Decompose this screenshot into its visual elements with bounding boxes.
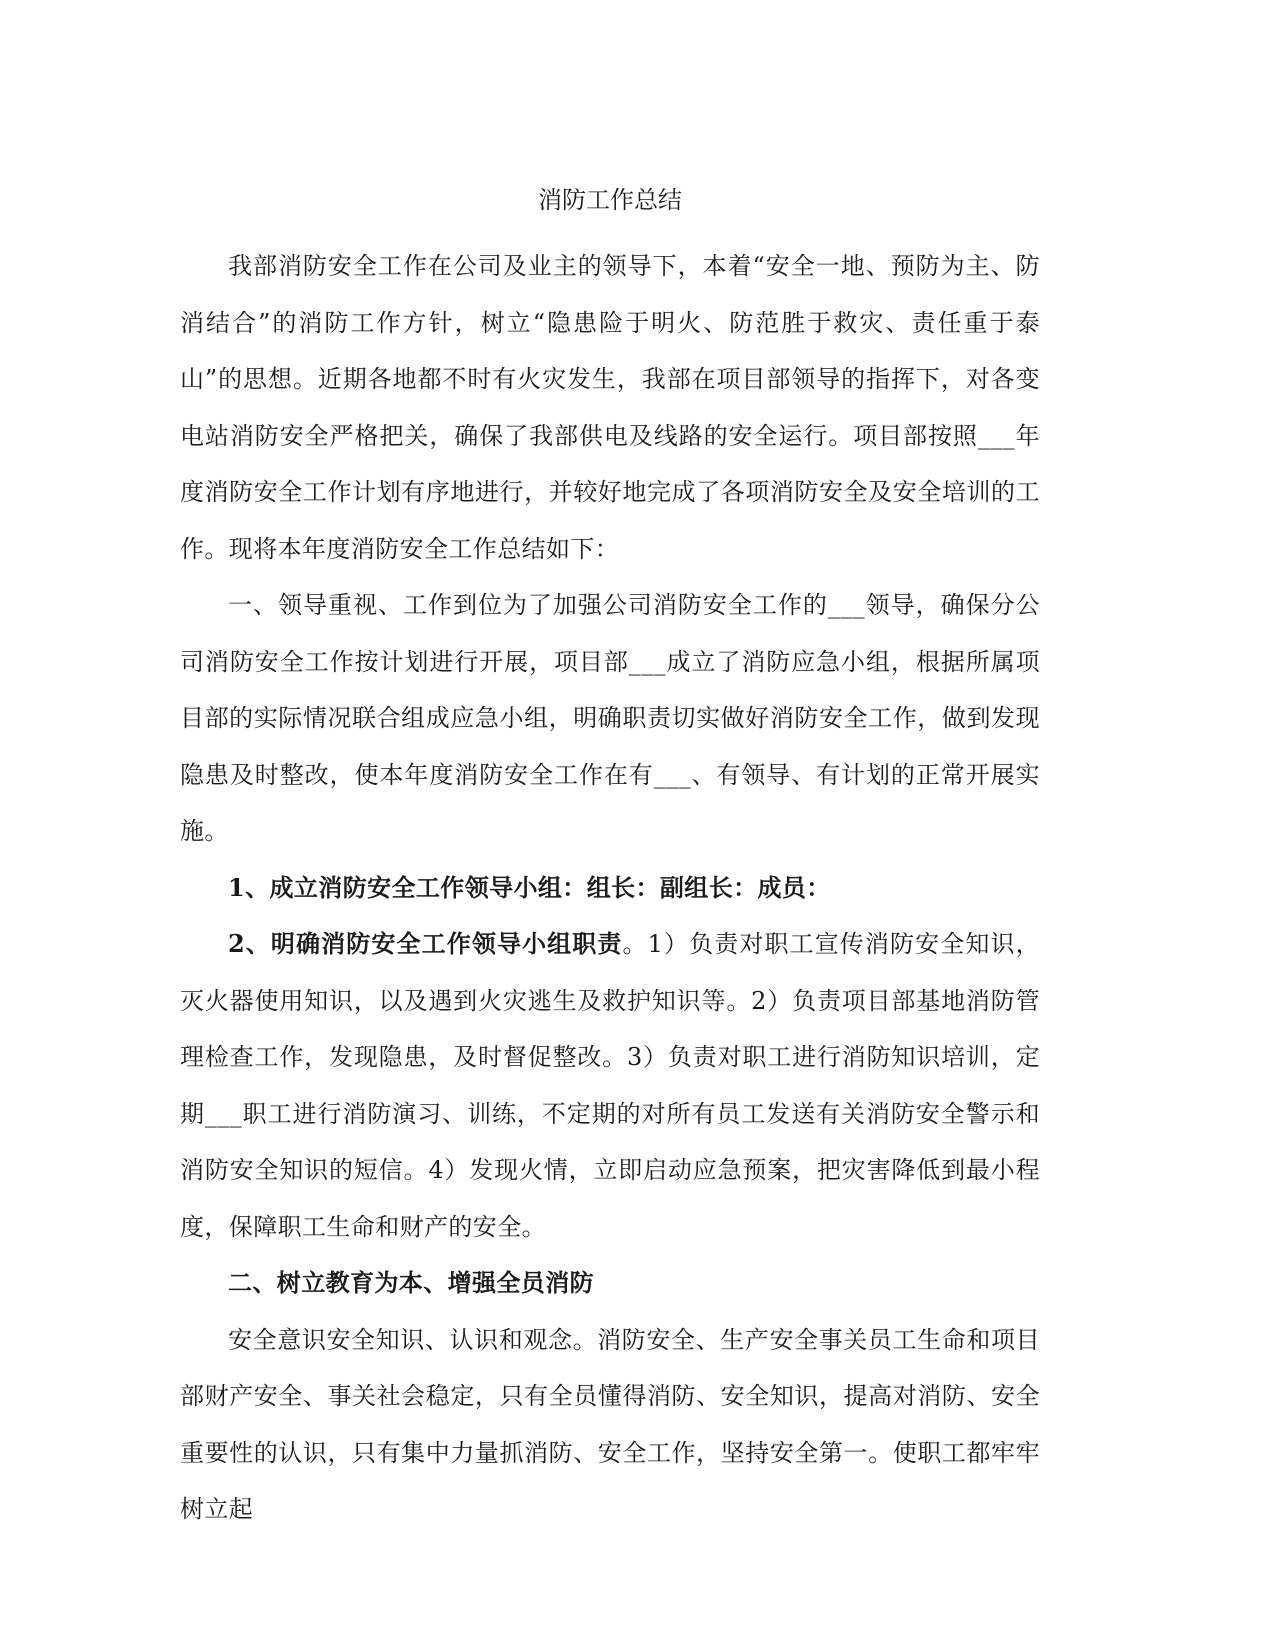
- heading-leadership-group: 1、成立消防安全工作领导小组：组长：副组长：成员：: [228, 872, 831, 902]
- heading-education: 二、树立教育为本、增强全员消防: [228, 1268, 594, 1297]
- duties-lead: 2、明确消防安全工作领导小组职责: [228, 929, 623, 958]
- paragraph-duties: [180, 916, 1040, 1255]
- document-title: 消防工作总结: [538, 186, 682, 214]
- paragraph-section-1: 一、领导重视、工作到位为了加强公司消防安全工作的___领导，确保分公司消防安全工作按计划进行开展，项目部___成立了消防应急小组，根据所属项目部的实际情况联合组成应急小组，明确职责切实做好消防安全工作，做到发现隐患及时整改，使本年度消防安全工作在有___、有领导、有计划的正常开展实施。: [180, 591, 1040, 845]
- paragraph-awareness: 安全意识安全知识、认识和观念。消防安全、生产安全事关员工生命和项目部财产安全、事关社会稳定，只有全员懂得消防、安全知识，提高对消防、安全重要性的认识，只有集中力量抓消防、安全工作，坚持安全第一。使职工都牢牢树立起: [180, 1325, 1040, 1523]
- document-page: [180, 180, 1040, 1538]
- duties-body: 。1）负责对职工宣传消防安全知识，灭火器使用知识，以及遇到火灾逃生及救护知识等。2）负责项目部基地消防管理检查工作，发现隐患，及时督促整改。3）负责对职工进行消防知识培训，定期___职工进行消防演习、训练，不定期的对所有员工发送有关消防安全警示和消防安全知识的短信。4）发现火情，立即启动应急预案，把灾害降低到最小程度，保障职工生命和财产的安全。: [180, 930, 1040, 1241]
- paragraph-intro: 我部消防安全工作在公司及业主的领导下，本着“安全一地、预防为主、防消结合”的消防工作方针，树立“隐患险于明火、防范胜于救灾、责任重于泰山”的思想。近期各地都不时有火灾发生，我部在项目部领导的指挥下，对各变电站消防安全严格把关，确保了我部供电及线路的安全运行。项目部按照___年度消防安全工作计划有序地进行，并较好地完成了各项消防安全及安全培训的工作。现将本年度消防安全工作总结如下：: [180, 252, 1040, 563]
